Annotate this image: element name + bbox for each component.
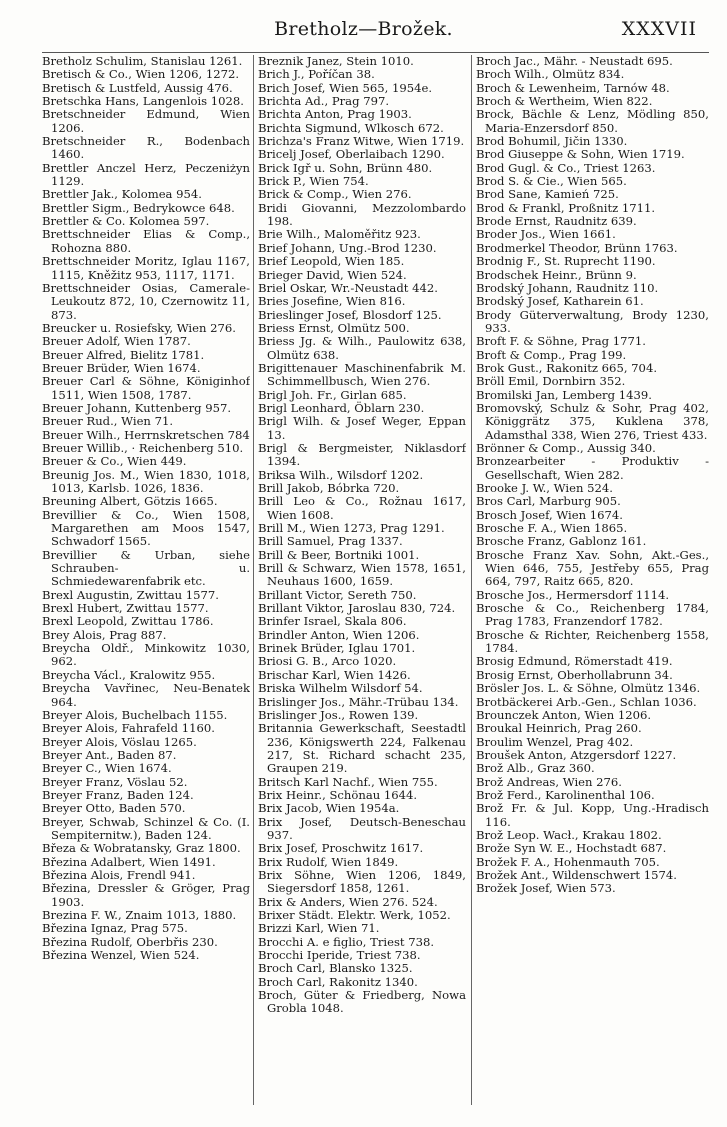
directory-entry: Brill Jakob, Bóbrka 720. [258,481,400,495]
directory-entry: Brodnig F., St. Ruprecht 1190. [476,254,656,269]
directory-entry: Brettler & Co. Kolomea 597. [42,214,210,229]
directory-entry: Bretholz Schulim, Stanislau 1261. [42,55,243,68]
directory-entry: Briksa Wilh., Wilsdorf 1202. [258,467,424,482]
directory-entry: Breuer & Co., Wien 449. [42,454,187,469]
directory-entry: Brischar Karl, Wien 1426. [258,667,411,682]
directory-entry: Brick & Comp., Wien 276. [258,187,412,202]
directory-entry: Bromilski Jan, Lemberg 1439. [476,387,652,402]
directory-entry: Brigl & Bergmeister, Niklasdorf 1394. [258,440,466,469]
page-header [0,18,727,44]
directory-entry: Bromovský, Schulz & Sohr, Prag 402, Königgrätz 375, Kuklena 378, Adamsthal 338, Wien 276, Triest 433. [476,400,709,442]
directory-entry: Briska Wilhelm Wilsdorf 54. [258,681,423,696]
directory-entry: Brocchi A. e figlio, Triest 738. [258,934,435,949]
directory-entry: Brillant Victor, Sereth 750. [258,587,417,602]
directory-entry: Broch Carl, Blansko 1325. [258,961,413,976]
directory-entry: Brix Jacob, Wien 1954a. [258,801,400,816]
directory-entry: Broft & Comp., Prag 199. [476,347,627,362]
directory-entry: Brix & Anders, Wien 276. 524. [258,894,438,909]
directory-entry: Brexl Augustin, Zwittau 1577. [42,587,219,602]
directory-entry: Brožek F. A., Hohenmauth 705. [476,854,660,869]
directory-entry: Brosche Jos., Hermersdorf 1114. [476,587,670,602]
directory-entry: Brod S. & Cie., Wien 565. [476,174,627,189]
directory-entry: Brosig Edmund, Römerstadt 419. [476,654,673,669]
page-number: XXXVII [621,18,697,40]
directory-entry: Breuer Brüder, Wien 1674. [42,360,201,375]
directory-entry: Brislinger Jos., Rowen 139. [258,707,419,722]
directory-entry: Brick P., Wien 754. [258,174,369,189]
directory-entry: Brettschneider Osias, Camerale-Leukoutz 872, 10, Czernowitz 11, 873. [42,280,250,322]
directory-entry: Breyer Alois, Buchelbach 1155. [42,707,228,722]
directory-entry: Breuer Willib., · Reichenberg 510. [42,440,244,455]
directory-entry: Brodmerkel Theodor, Brünn 1763. [476,240,678,255]
directory-entry: Brodschek Heinr., Brünn 9. [476,267,637,282]
directory-entry: Brief Leopold, Wien 185. [258,254,405,269]
directory-entry: Breuer Carl & Söhne, Königinhof 1511, Wien 1508, 1787. [42,374,250,402]
directory-entry: Breycha Oldř., Minkowitz 1030, 962. [42,641,250,669]
directory-entry: Bröll Emil, Dornbirn 352. [476,374,626,389]
directory-entry: Broukal Heinrich, Prag 260. [476,721,642,736]
directory-entry: Brož Alb., Graz 360. [476,761,595,776]
directory-entry: Bries Josefine, Wien 816. [258,294,406,309]
directory-entry: Bretisch & Co., Wien 1206, 1272. [42,67,240,82]
directory-entry: Brix Josef, Deutsch-Beneschau 937. [258,814,466,842]
directory-entry: Breyer Ant., Baden 87. [42,747,177,762]
directory-entry: Březina Rudolf, Oberbřis 230. [42,934,218,949]
column-divider-1 [253,55,254,1105]
directory-entry: Březina Ignaz, Prag 575. [42,921,188,936]
directory-entry: Brock, Bächle & Lenz, Mödling 850, Maria-Enzersdorf 850. [476,107,709,135]
directory-entry: Brod Bohumil, Jičin 1330. [476,134,628,149]
directory-entry: Breyer Alois, Fahrafeld 1160. [42,721,215,736]
directory-entry: Broušek Anton, Atzgersdorf 1227. [476,747,677,762]
directory-entry: Bros Carl, Marburg 905. [476,494,621,509]
directory-entry: Brexl Hubert, Zwittau 1577. [42,601,209,616]
directory-entry: Breuning Albert, Götzis 1665. [42,494,218,509]
directory-entry: Broch Jac., Mähr. - Neustadt 695. [476,55,673,68]
directory-entry: Breyer Franz, Baden 124. [42,787,194,802]
directory-entry: Brexl Leopold, Zwittau 1786. [42,614,214,629]
directory-entry: Brichta Anton, Prag 1903. [258,107,412,122]
directory-entry: Brich J., Poříčan 38. [258,67,375,82]
directory-entry: Brill & Beer, Bortniki 1001. [258,547,420,562]
directory-entry: Brixer Städt. Elektr. Werk, 1052. [258,908,451,922]
directory-entry: Broch & Lewenheim, Tarnów 48. [476,80,670,95]
directory-entry: Brosche Franz, Gablonz 161. [476,534,647,549]
directory-entry: Brožek Ant., Wildenschwert 1574. [476,867,677,882]
directory-entry: Brosche & Co., Reichenberg 1784, Prag 1783, Franzendorf 1782. [476,601,709,629]
directory-entry: Bretschneider R., Bodenbach 1460. [42,134,250,162]
page-title: Bretholz—Brožek. [274,18,453,40]
directory-entry: Brichza's Franz Witwe, Wien 1719. [258,134,465,149]
directory-entry: Brey Alois, Prag 887. [42,627,167,642]
directory-entry: Breyer, Schwab, Schinzel & Co. (I. Sempiternitw.), Baden 124. [42,814,250,842]
directory-entry: Brod Gugl. & Co., Triest 1263. [476,160,656,175]
directory-entry: Brill & Schwarz, Wien 1578, 1651, Neuhaus 1600, 1659. [258,561,466,589]
directory-entry: Britsch Karl Nachf., Wien 755. [258,774,438,789]
directory-entry: Brettler Anczel Herz, Peczeniżyn 1129. [42,160,250,189]
directory-entry: Brieslinger Josef, Blosdorf 125. [258,307,442,322]
directory-entry: Brocchi Iperide, Triest 738. [258,948,421,963]
directory-entry: Brody Güterverwaltung, Brody 1230, 933. [476,307,709,335]
directory-entry: Brick Igř u. Sohn, Brünn 480. [258,160,433,175]
header-rule [42,52,709,53]
directory-entry: Breyer C., Wien 1674. [42,761,172,776]
directory-entry: Březina Adalbert, Wien 1491. [42,854,216,869]
directory-entry: Brösler Jos. L. & Söhne, Olmütz 1346. [476,681,701,696]
directory-entry: Brindler Anton, Wien 1206. [258,627,420,642]
directory-entry: Brettschneider Moritz, Iglau 1167, 1115, Kněžitz 953, 1117, 1171. [42,254,250,282]
directory-entry: Brož Leop. Wacł., Krakau 1802. [476,827,662,842]
directory-entry: Brill Samuel, Prag 1337. [258,534,403,549]
directory-entry: Breunig Jos. M., Wien 1830, 1018, 1013, Karlsb. 1026, 1836. [42,467,250,495]
directory-entry: Bronzearbeiter - Produktiv - Gesellschaft, Wien 282. [476,454,709,482]
directory-entry: Brodský Josef, Katharein 61. [476,294,644,309]
directory-entry: Brix Josef, Proschwitz 1617. [258,841,424,856]
directory-entry: Brigittenauer Maschinenfabrik M. Schimmellbusch, Wien 276. [258,360,466,389]
directory-entry: Brosche F. A., Wien 1865. [476,521,628,536]
directory-entry: Brönner & Comp., Aussig 340. [476,440,656,455]
directory-entry: Brix Söhne, Wien 1206, 1849, Siegersdorf 1858, 1261. [258,867,466,896]
directory-entry: Brode Ernst, Raudnitz 639. [476,214,637,229]
directory-entry: Brož Ferd., Karolinenthal 106. [476,787,655,802]
column-2 [258,55,466,1110]
directory-entry: Brosche & Richter, Reichenberg 1558, 1784. [476,627,709,656]
column-3 [476,55,709,1110]
directory-entry: Broft F. & Söhne, Prag 1771. [476,334,646,349]
directory-entry: Breycha Václ., Kralowitz 955. [42,667,216,682]
directory-entry: Breucker u. Rosiefsky, Wien 276. [42,320,236,335]
directory-entry: Breuer Alfred, Bielitz 1781. [42,347,205,362]
directory-entry: Brevillier & Urban, siehe Schrauben- u. Schmiedewarenfabrik etc. [42,547,250,589]
directory-entry: Březa & Wobratansky, Graz 1800. [42,841,241,856]
directory-entry: Brigl Wilh. & Josef Weger, Eppan 13. [258,414,466,442]
directory-entry: Brosche Franz Xav. Sohn, Akt.-Ges., Wien 646, 755, Jestřeby 655, Prag 664, 797, Raitz 665, 820. [476,547,709,589]
directory-entry: Brosch Josef, Wien 1674. [476,507,623,522]
directory-entry: Broch & Wertheim, Wien 822. [476,94,653,109]
directory-entry: Brosig Ernst, Oberhollabrunn 34. [476,667,673,682]
directory-entry: Brigl Leonhard, Öblarn 230. [258,400,425,415]
directory-entry: Brix Heinr., Schönau 1644. [258,787,418,802]
directory-entry: Brichta Sigmund, Wlkosch 672. [258,120,444,135]
directory-entry: Brod & Frankl, Proßnitz 1711. [476,200,656,215]
directory-entry: Březina, Dressler & Gröger, Prag 1903. [42,881,250,909]
directory-entry: Brillant Viktor, Jaroslau 830, 724. [258,601,456,616]
directory-entry: Briess Ernst, Olmütz 500. [258,320,410,335]
directory-entry: Brizzi Karl, Wien 71. [258,921,380,936]
directory-entry: Brok Gust., Rakonitz 665, 704. [476,360,657,375]
directory-entry: Brezina F. W., Znaim 1013, 1880. [42,908,237,922]
directory-entry: Brožek Josef, Wien 573. [476,881,616,896]
directory-entry: Brože Syn W. E., Hochstadt 687. [476,841,667,856]
directory-entry: Brigl Joh. Fr., Girlan 685. [258,387,407,402]
directory-entry: Brettler Sigm., Bedrykowce 648. [42,200,235,215]
directory-entry: Brill M., Wien 1273, Prag 1291. [258,521,445,536]
directory-entry: Breznik Janez, Stein 1010. [258,55,414,68]
directory-entry: Brix Rudolf, Wien 1849. [258,854,399,869]
directory-entry: Březina Wenzel, Wien 524. [42,948,200,963]
directory-entry: Brinfer Israel, Skala 806. [258,614,407,629]
directory-entry: Britannia Gewerkschaft, Seestadtl 236, Königswerth 224, Falkenau 217, St. Richard schacht 235, Graupen 219. [258,721,466,776]
directory-entry: Brichta Ad., Prag 797. [258,94,390,109]
directory-entry: Bridi Giovanni, Mezzolombardo 198. [258,200,466,229]
directory-entry: Broch, Güter & Friedberg, Nowa Grobla 1048. [258,988,466,1016]
directory-entry: Brie Wilh., Maloměřitz 923. [258,227,421,242]
directory-entry: Breycha Vavřinec, Neu-Benatek 964. [42,681,250,709]
directory-entry: Bricelj Josef, Oberlaibach 1290. [258,147,445,162]
directory-entry: Brill Leo & Co., Rožnau 1617, Wien 1608. [258,494,466,522]
directory-entry: Breuer Rud., Wien 71. [42,414,174,429]
directory-entry: Broch Wilh., Olmütz 834. [476,67,625,82]
directory-entry: Breuer Johann, Kuttenberg 957. [42,400,232,415]
directory-entry: Breyer Franz, Vöslau 52. [42,774,188,789]
directory-entry: Bretschneider Edmund, Wien 1206. [42,107,250,135]
directory-entry: Brief Johann, Ung.-Brod 1230. [258,240,437,255]
directory-entry: Breuer Adolf, Wien 1787. [42,334,191,349]
directory-entry: Brod Giuseppe & Sohn, Wien 1719. [476,147,685,162]
directory-entry: Brieger David, Wien 524. [258,267,407,282]
directory-entry: Brettschneider Elias & Comp., Rohozna 880. [42,227,250,255]
directory-entry: Brod Sane, Kamień 725. [476,187,619,202]
directory-entry: Bretisch & Lustfeld, Aussig 476. [42,80,233,95]
directory-entry: Bretschka Hans, Langenlois 1028. [42,94,244,109]
directory-entry: Brich Josef, Wien 565, 1954e. [258,80,433,95]
directory-entry: Brodský Johann, Raudnitz 110. [476,280,659,295]
directory-entry: Brounczek Anton, Wien 1206. [476,707,652,722]
directory-entry: Briel Oskar, Wr.-Neustadt 442. [258,280,438,295]
directory-entry: Brevillier & Co., Wien 1508, Margarethen am Moos 1547, Schwadorf 1565. [42,507,250,549]
directory-entry: Brinek Brüder, Iglau 1701. [258,641,416,656]
directory-entry: Brotbäckerei Arb.-Gen., Schlan 1036. [476,694,697,709]
column-divider-2 [471,55,472,1105]
column-1 [42,55,250,1110]
directory-entry: Brož Fr. & Jul. Kopp, Ung.-Hradisch 116. [476,801,709,829]
directory-entry: Briosi G. B., Arco 1020. [258,654,397,669]
directory-entry: Breyer Alois, Vöslau 1265. [42,734,197,749]
directory-entry: Brettler Jak., Kolomea 954. [42,187,202,202]
directory-entry: Broulim Wenzel, Prag 402. [476,734,634,749]
directory-entry: Briess Jg. & Wilh., Paulowitz 638, Olmütz 638. [258,334,466,362]
directory-entry: Breuer Wilh., Herrnskretschen 784 [42,427,250,442]
directory-entry: Broch Carl, Rakonitz 1340. [258,974,418,989]
directory-entry: Brož Andreas, Wien 276. [476,774,622,789]
directory-entry: Breyer Otto, Baden 570. [42,801,186,816]
directory-entry: Broder Jos., Wien 1661. [476,227,616,242]
directory-entry: Březina Alois, Frendl 941. [42,867,196,882]
directory-entry: Brooke J. W., Wien 524. [476,481,613,495]
directory-entry: Brislinger Jos., Mähr.-Trübau 134. [258,694,459,709]
